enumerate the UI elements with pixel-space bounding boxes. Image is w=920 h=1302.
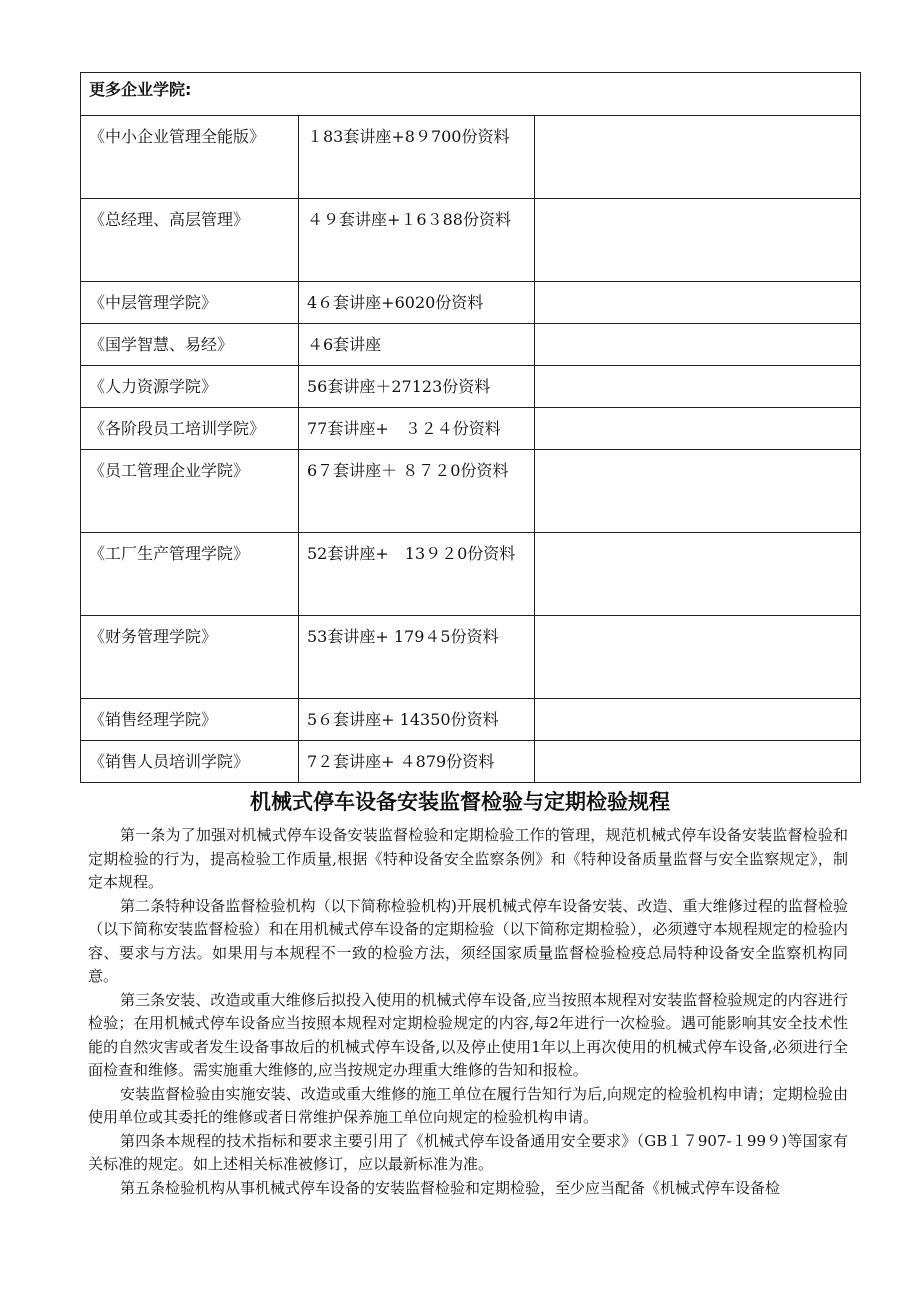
academy-name: 《员工管理企业学院》 <box>89 461 250 480</box>
document-body <box>88 824 848 1200</box>
academy-content-cell <box>299 533 535 616</box>
table-row <box>81 533 861 616</box>
table-row <box>81 741 861 783</box>
document-title: 机械式停车设备安装监督检验与定期检验规程 <box>250 790 670 814</box>
empty-cell <box>535 366 861 408</box>
empty-cell <box>535 324 861 366</box>
empty-cell <box>535 699 861 741</box>
table-row <box>81 450 861 533</box>
empty-cell <box>535 741 861 783</box>
academy-name: 《销售经理学院》 <box>89 710 218 729</box>
academy-content-cell <box>299 324 535 366</box>
paragraph: 第五条检验机构从事机械式停车设备的安装监督检验和定期检验，至少应当配备《机械式停车设备检 <box>120 1178 781 1197</box>
academy-content-cell <box>299 282 535 324</box>
paragraph: 安装监督检验由实施安装、改造或重大维修的施工单位在履行告知行为后,向规定的检验机构申请；定期检验由使用单位或其委托的维修或者日常维护保养施工单位向规定的检验机构申请。 <box>88 1084 848 1126</box>
academy-name: 《中小企业管理全能版》 <box>89 127 266 146</box>
academy-content-cell <box>299 366 535 408</box>
empty-cell <box>535 533 861 616</box>
academy-content: 56套讲座＋27123份资料 <box>307 377 491 396</box>
academy-name: 《人力资源学院》 <box>89 377 218 396</box>
academy-name-cell <box>81 366 299 408</box>
academy-content: 7２套讲座+ ４879份资料 <box>307 752 495 771</box>
table-row <box>81 282 861 324</box>
academy-name-cell <box>81 450 299 533</box>
academy-name-cell <box>81 616 299 699</box>
table-row <box>81 116 861 199</box>
academy-name-cell <box>81 282 299 324</box>
empty-cell <box>535 450 861 533</box>
academy-name: 《总经理、高层管理》 <box>89 210 250 229</box>
academy-content-cell <box>299 408 535 450</box>
table-row <box>81 616 861 699</box>
academy-content: 5６套讲座+ 14350份资料 <box>307 710 499 729</box>
academy-content: 52套讲座+ 13９２0份资料 <box>307 544 516 563</box>
academy-content: 53套讲座+ 179４5份资料 <box>307 627 499 646</box>
empty-cell <box>535 408 861 450</box>
academy-name-cell <box>81 741 299 783</box>
empty-cell <box>535 199 861 282</box>
academy-name-cell <box>81 116 299 199</box>
academy-name: 《工厂生产管理学院》 <box>89 544 250 563</box>
empty-cell <box>535 116 861 199</box>
academy-content-cell <box>299 741 535 783</box>
empty-cell <box>535 616 861 699</box>
table-header: 更多企业学院: <box>81 73 861 116</box>
academy-content: ４９套讲座+１6３88份资料 <box>307 210 511 229</box>
table-row <box>81 699 861 741</box>
academy-content-cell <box>299 450 535 533</box>
academy-content: 6７套讲座＋ ８７２0份资料 <box>307 461 509 480</box>
academy-content: 77套讲座+ ３２４份资料 <box>307 419 501 438</box>
paragraph: 第二条特种设备监督检验机构（以下简称检验机构)开展机械式停车设备安装、改造、重大维修过程的监督检验（以下简称安装监督检验）和在用机械式停车设备的定期检验（以下简称定期检验），必须遵守本规程规定的检验内容、要求与方法。如果用与本规程不一致的检验方法，须经国家质量监督检验检疫总局特种设备安全监察机构同意。 <box>88 896 848 985</box>
empty-cell <box>535 282 861 324</box>
academy-name: 《各阶段员工培训学院》 <box>89 419 266 438</box>
academy-content: １83套讲座+8９700份资料 <box>307 127 510 146</box>
academy-name-cell <box>81 533 299 616</box>
academy-name: 《销售人员培训学院》 <box>89 752 250 771</box>
academy-content-cell <box>299 699 535 741</box>
academy-content-cell <box>299 116 535 199</box>
academy-name: 《中层管理学院》 <box>89 293 218 312</box>
academy-table <box>80 72 861 783</box>
paragraph: 第三条安装、改造或重大维修后拟投入使用的机械式停车设备,应当按照本规程对安装监督检验规定的内容进行检验；在用机械式停车设备应当按照本规程对定期检验规定的内容,每2年进行一次检验。遇可能影响其安全技术性能的自然灾害或者发生设备事故后的机械式停车设备,以及停止使用1年以上再次使用的机械式停车设备,必须进行全面检查和维修。需实施重大维修的,应当按规定办理重大维修的告知和报检。 <box>88 990 848 1079</box>
paragraph: 第一条为了加强对机械式停车设备安装监督检验和定期检验工作的管理，规范机械式停车设备安装监督检验和定期检验的行为，提高检验工作质量,根据《特种设备安全监察条例》和《特种设备质量监督与安全监察规定》，制定本规程。 <box>88 826 848 891</box>
table-row <box>81 408 861 450</box>
academy-content-cell <box>299 616 535 699</box>
table-row <box>81 366 861 408</box>
academy-name: 《国学智慧、易经》 <box>89 335 234 354</box>
academy-name-cell <box>81 324 299 366</box>
academy-name: 《财务管理学院》 <box>89 627 218 646</box>
academy-name-cell <box>81 199 299 282</box>
table-header-row <box>81 73 861 116</box>
table-row <box>81 324 861 366</box>
academy-name-cell <box>81 699 299 741</box>
academy-name-cell <box>81 408 299 450</box>
table-row <box>81 199 861 282</box>
academy-content: ４6套讲座 <box>307 335 382 354</box>
academy-content: 4６套讲座+6020份资料 <box>307 293 484 312</box>
paragraph: 第四条本规程的技术指标和要求主要引用了《机械式停车设备通用安全要求》（GB１７907-１99９)等国家有关标准的规定。如上述相关标准被修订，应以最新标准为准。 <box>88 1131 848 1173</box>
academy-content-cell <box>299 199 535 282</box>
